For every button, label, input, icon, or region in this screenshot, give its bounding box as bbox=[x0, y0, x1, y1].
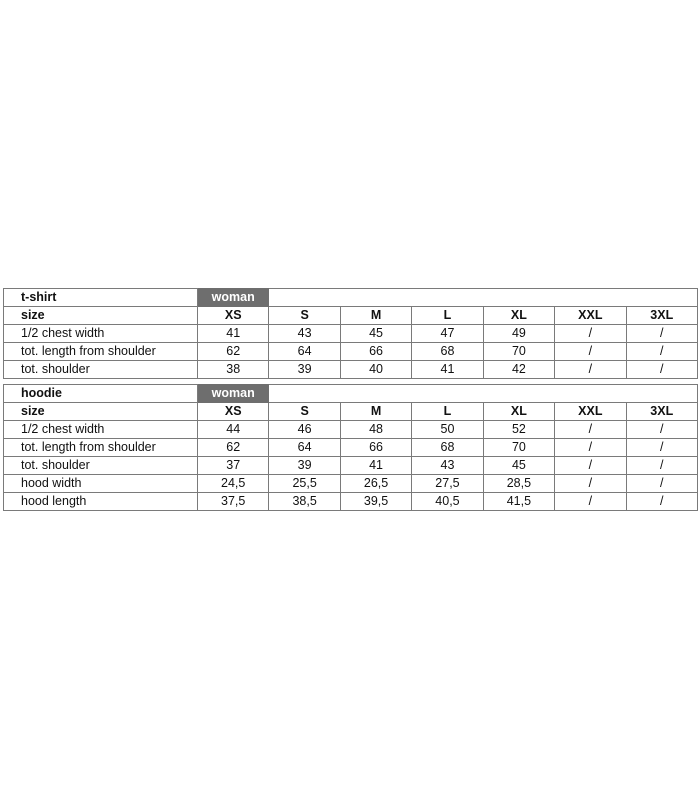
table-row bbox=[4, 457, 698, 475]
measurement-value: / bbox=[626, 439, 697, 457]
measurement-value: 44 bbox=[198, 421, 269, 439]
measurement-value: 68 bbox=[412, 439, 483, 457]
table-row bbox=[4, 343, 698, 361]
measurement-value: / bbox=[555, 493, 626, 511]
measurement-value: 45 bbox=[340, 325, 411, 343]
measurement-value: 39,5 bbox=[340, 493, 411, 511]
measurement-value: / bbox=[555, 361, 626, 379]
measurement-value: 64 bbox=[269, 343, 340, 361]
measurement-value: 24,5 bbox=[198, 475, 269, 493]
size-header-cell: XXL bbox=[555, 403, 626, 421]
measurement-value: 38 bbox=[198, 361, 269, 379]
product-name: t-shirt bbox=[4, 289, 198, 307]
measurement-value: 40,5 bbox=[412, 493, 483, 511]
table-row bbox=[4, 361, 698, 379]
measurement-value: 26,5 bbox=[340, 475, 411, 493]
tshirt-size-table bbox=[3, 288, 698, 379]
measurement-value: 48 bbox=[340, 421, 411, 439]
size-header-label: size bbox=[4, 307, 198, 325]
size-header-cell: XL bbox=[483, 403, 554, 421]
size-header-row bbox=[4, 403, 698, 421]
measurement-label: tot. length from shoulder bbox=[4, 439, 198, 457]
measurement-value: 52 bbox=[483, 421, 554, 439]
measurement-value: 37 bbox=[198, 457, 269, 475]
size-header-cell: XL bbox=[483, 307, 554, 325]
size-header-cell: S bbox=[269, 403, 340, 421]
measurement-value: 39 bbox=[269, 457, 340, 475]
size-header-cell: M bbox=[340, 307, 411, 325]
table-row bbox=[4, 493, 698, 511]
measurement-value: / bbox=[626, 421, 697, 439]
table-row bbox=[4, 475, 698, 493]
measurement-label: tot. shoulder bbox=[4, 457, 198, 475]
size-header-cell: 3XL bbox=[626, 307, 697, 325]
measurement-label: tot. shoulder bbox=[4, 361, 198, 379]
measurement-value: 38,5 bbox=[269, 493, 340, 511]
measurement-value: 66 bbox=[340, 343, 411, 361]
measurement-value: 39 bbox=[269, 361, 340, 379]
measurement-value: / bbox=[626, 457, 697, 475]
measurement-label: tot. length from shoulder bbox=[4, 343, 198, 361]
measurement-value: 42 bbox=[483, 361, 554, 379]
measurement-value: 41 bbox=[340, 457, 411, 475]
measurement-value: / bbox=[626, 361, 697, 379]
size-header-cell: L bbox=[412, 307, 483, 325]
measurement-label: hood length bbox=[4, 493, 198, 511]
measurement-label: 1/2 chest width bbox=[4, 325, 198, 343]
measurement-value: / bbox=[555, 475, 626, 493]
table-row bbox=[4, 421, 698, 439]
gender-label: woman bbox=[198, 385, 269, 403]
measurement-value: / bbox=[555, 325, 626, 343]
table-title-row bbox=[4, 385, 698, 403]
title-row-blank bbox=[269, 385, 698, 403]
measurement-value: 50 bbox=[412, 421, 483, 439]
measurement-value: / bbox=[555, 439, 626, 457]
title-row-blank bbox=[269, 289, 698, 307]
measurement-value: / bbox=[555, 421, 626, 439]
measurement-value: / bbox=[555, 457, 626, 475]
size-header-cell: XS bbox=[198, 403, 269, 421]
measurement-value: 46 bbox=[269, 421, 340, 439]
size-header-cell: XXL bbox=[555, 307, 626, 325]
size-header-cell: S bbox=[269, 307, 340, 325]
measurement-value: 40 bbox=[340, 361, 411, 379]
measurement-value: 64 bbox=[269, 439, 340, 457]
measurement-value: / bbox=[626, 493, 697, 511]
measurement-value: 70 bbox=[483, 343, 554, 361]
measurement-value: 70 bbox=[483, 439, 554, 457]
table-title-row bbox=[4, 289, 698, 307]
table-row bbox=[4, 325, 698, 343]
measurement-value: 68 bbox=[412, 343, 483, 361]
measurement-label: 1/2 chest width bbox=[4, 421, 198, 439]
measurement-value: / bbox=[555, 343, 626, 361]
measurement-value: 49 bbox=[483, 325, 554, 343]
size-header-cell: L bbox=[412, 403, 483, 421]
measurement-value: 43 bbox=[412, 457, 483, 475]
gender-label: woman bbox=[198, 289, 269, 307]
measurement-value: 41,5 bbox=[483, 493, 554, 511]
measurement-value: 41 bbox=[198, 325, 269, 343]
measurement-value: 62 bbox=[198, 439, 269, 457]
product-name: hoodie bbox=[4, 385, 198, 403]
measurement-value: 28,5 bbox=[483, 475, 554, 493]
table-row bbox=[4, 439, 698, 457]
hoodie-size-table bbox=[3, 384, 698, 511]
size-header-row bbox=[4, 307, 698, 325]
size-header-label: size bbox=[4, 403, 198, 421]
measurement-value: 41 bbox=[412, 361, 483, 379]
measurement-value: 25,5 bbox=[269, 475, 340, 493]
measurement-value: 45 bbox=[483, 457, 554, 475]
measurement-label: hood width bbox=[4, 475, 198, 493]
size-header-cell: 3XL bbox=[626, 403, 697, 421]
measurement-value: / bbox=[626, 475, 697, 493]
measurement-value: 43 bbox=[269, 325, 340, 343]
measurement-value: 27,5 bbox=[412, 475, 483, 493]
measurement-value: / bbox=[626, 343, 697, 361]
measurement-value: / bbox=[626, 325, 697, 343]
measurement-value: 37,5 bbox=[198, 493, 269, 511]
measurement-value: 47 bbox=[412, 325, 483, 343]
measurement-value: 66 bbox=[340, 439, 411, 457]
measurement-value: 62 bbox=[198, 343, 269, 361]
size-header-cell: XS bbox=[198, 307, 269, 325]
size-header-cell: M bbox=[340, 403, 411, 421]
